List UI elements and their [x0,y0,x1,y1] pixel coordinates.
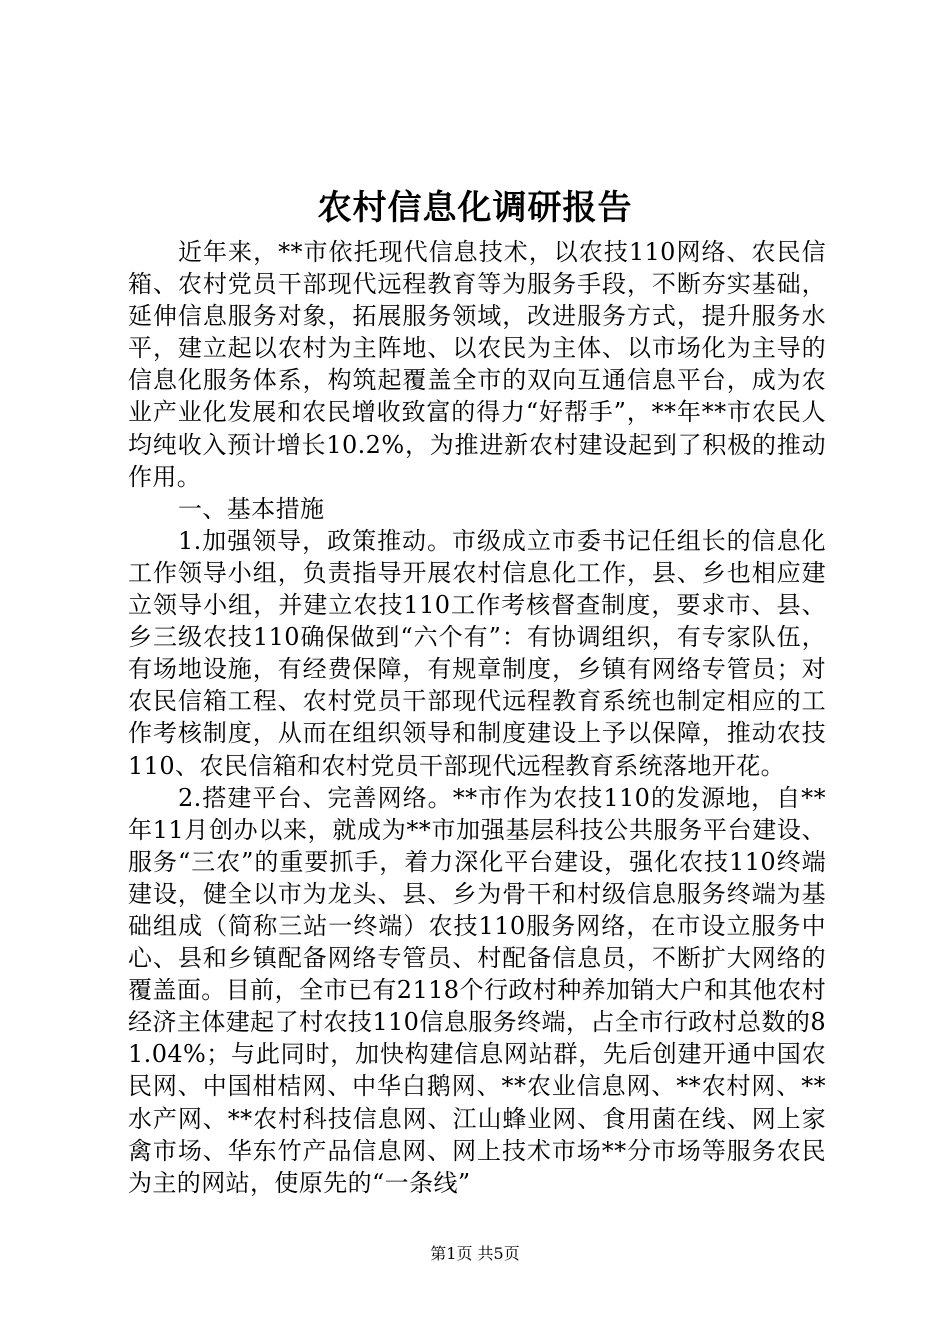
page-footer: 第1页 共5页 [430,1244,520,1263]
paragraph-intro: 近年来，**市依托现代信息技术，以农技110网络、农民信箱、农村党员干部现代远程教育等为服务手段，不断夯实基础，延伸信息服务对象，拓展服务领域，改进服务方式，提升服务水平，建立起以农村为主阵地、以农民为主体、以市场化为主导的信息化服务体系，构筑起覆盖全市的双向互通信息平台，成为农业产业化发展和农民增收致富的得力“好帮手”，**年**市农民人均纯收入预计增长10.2%，为推进新农村建设起到了积极的推动作用。 [128,238,826,491]
document-title: 农村信息化调研报告 [317,188,633,228]
document-body [128,236,826,1199]
paragraph-platform-network: 2.搭建平台、完善网络。**市作为农技110的发源地，自**年11月创办以来，就成为**市加强基层科技公共服务平台建设、服务“三农”的重要抓手，着力深化平台建设，强化农技110终端建设，健全以市为龙头、县、乡为骨干和村级信息服务终端为基础组成（简称三站一终端）农技110服务网络，在市设立服务中心、县和乡镇配备网络专管员、村配备信息员，不断扩大网络的覆盖面。目前，全市已有2118个行政村种养加销大户和其他农村经济主体建起了村农技110信息服务终端，占全市行政村总数的81.04%；与此同时，加快构建信息网站群，先后创建开通中国农民网、中国柑桔网、中华白鹅网、**农业信息网、**农村网、**水产网、**农村科技信息网、江山蜂业网、食用菌在线、网上家禽市场、华东竹产品信息网、网上技术市场**分市场等服务农民为主的网站，使原先的“一条线” [128,783,826,1197]
section-heading-basic-measures: 一、基本措施 [178,494,325,523]
paragraph-leadership: 1.加强领导，政策推动。市级成立市委书记任组长的信息化工作领导小组，负责指导开展农村信息化工作，县、乡也相应建立领导小组，并建立农技110工作考核督查制度，要求市、县、乡三级农技110确保做到“六个有”：有协调组织，有专家队伍，有场地设施，有经费保障，有规章制度，乡镇有网络专管员；对农民信箱工程、农村党员干部现代远程教育系统也制定相应的工作考核制度，从而在组织领导和制度建设上予以保障，推动农技110、农民信箱和农村党员干部现代远程教育系统落地开花。 [128,526,826,780]
